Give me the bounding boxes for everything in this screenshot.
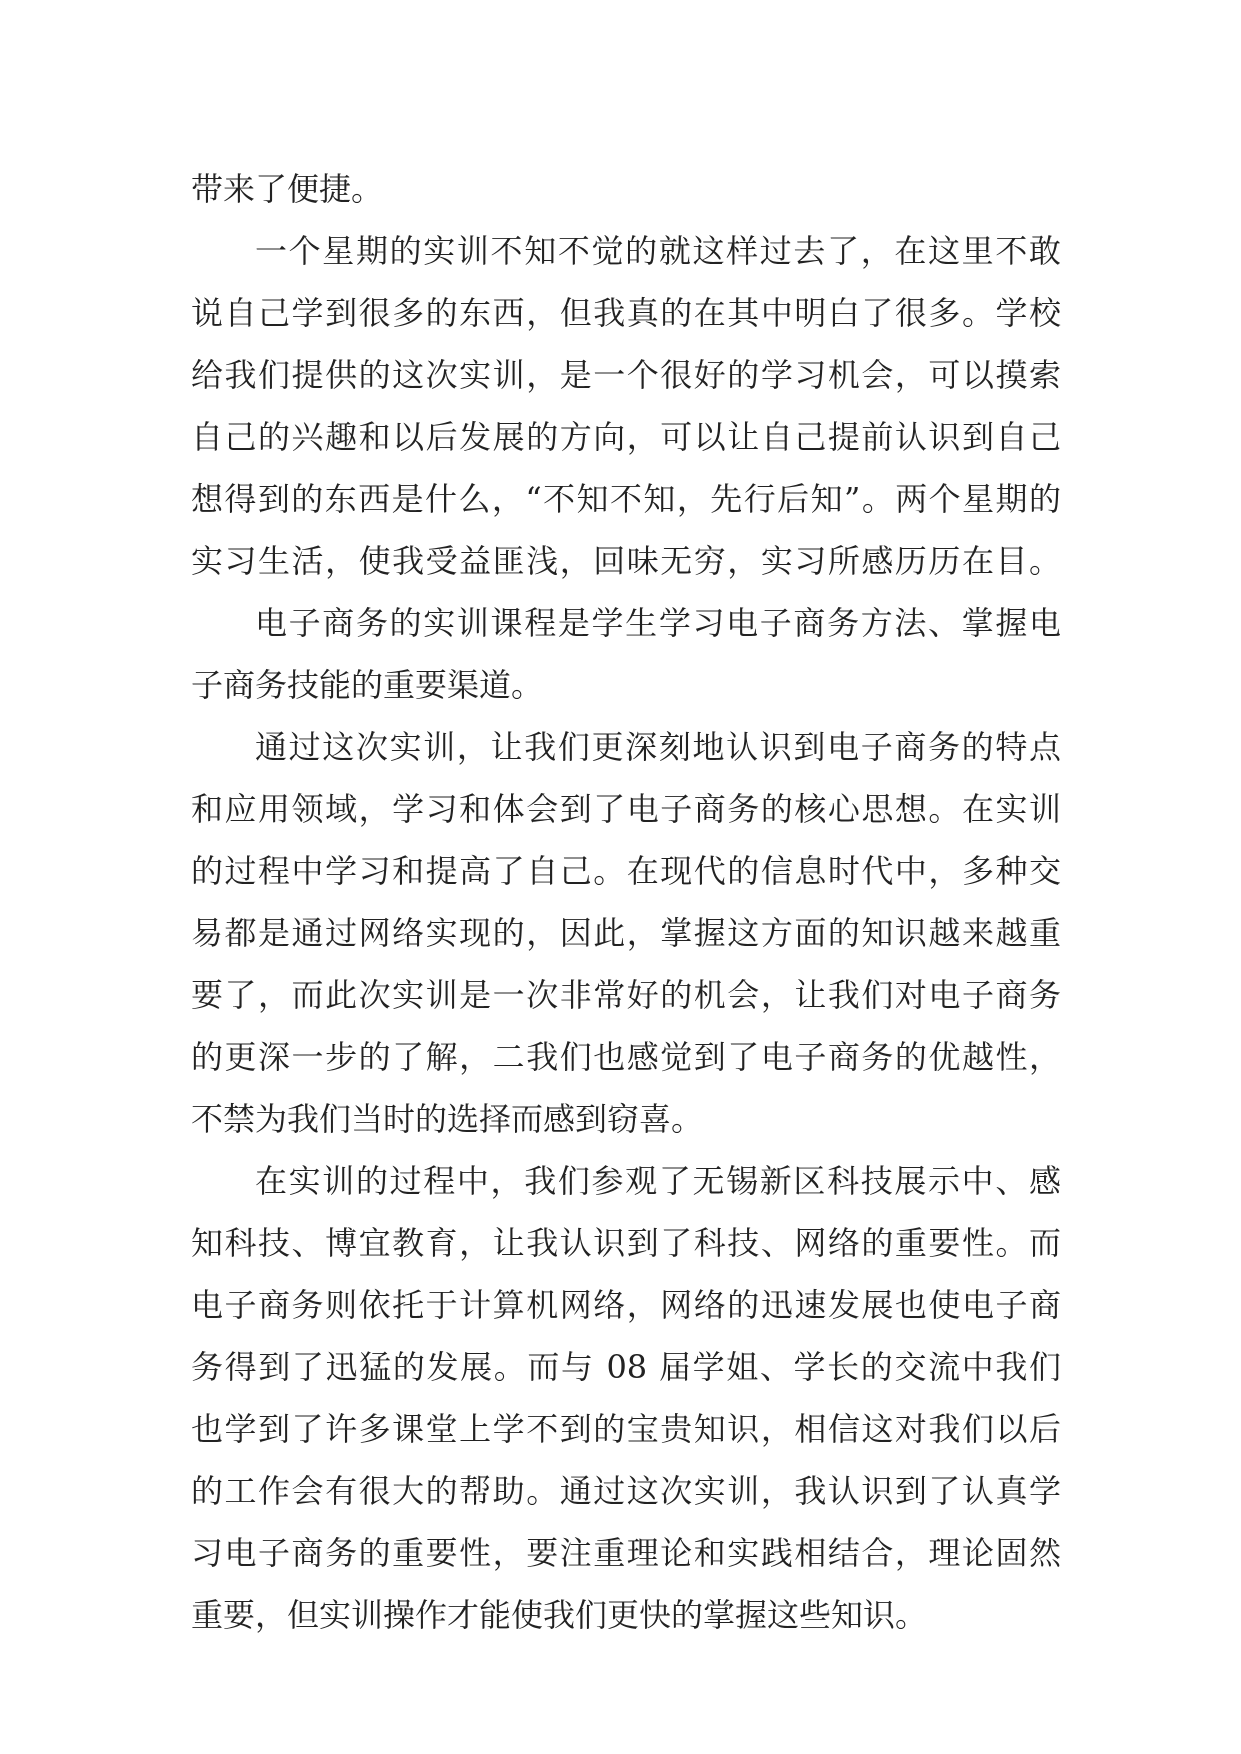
paragraph-2-line-2: 说自己学到很多的东西，但我真的在其中明白了很多。学校: [191, 294, 1061, 332]
paragraph-1-line-1: 带来了便捷。: [191, 170, 384, 208]
paragraph-2-line-4: 自己的兴趣和以后发展的方向，可以让自己提前认识到自己: [191, 418, 1061, 456]
paragraph-2-line-3: 给我们提供的这次实训，是一个很好的学习机会，可以摸索: [191, 356, 1061, 394]
paragraph-4-line-7: 不禁为我们当时的选择而感到窃喜。: [191, 1100, 704, 1138]
paragraph-4-line-5: 要了，而此次实训是一次非常好的机会，让我们对电子商务: [191, 976, 1061, 1014]
paragraph-2-line-5: 想得到的东西是什么，“不知不知，先行后知”。两个星期的: [191, 480, 1061, 518]
paragraph-5-line-1: 在实训的过程中，我们参观了无锡新区科技展示中、感: [255, 1162, 1061, 1200]
paragraph-5-line-6: 的工作会有很大的帮助。通过这次实训，我认识到了认真学: [191, 1472, 1061, 1510]
document-body: [191, 158, 1061, 1646]
paragraph-5-line-2: 知科技、博宜教育，让我认识到了科技、网络的重要性。而: [191, 1224, 1061, 1262]
paragraph-4-line-3: 的过程中学习和提高了自己。在现代的信息时代中，多种交: [191, 852, 1061, 890]
paragraph-5-line-8: 重要，但实训操作才能使我们更快的掌握这些知识。: [191, 1596, 928, 1634]
paragraph-5-line-3: 电子商务则依托于计算机网络，网络的迅速发展也使电子商: [191, 1286, 1061, 1324]
paragraph-5-line-5: 也学到了许多课堂上学不到的宝贵知识，相信这对我们以后: [191, 1410, 1061, 1448]
paragraph-2-line-1: 一个星期的实训不知不觉的就这样过去了，在这里不敢: [255, 232, 1061, 270]
paragraph-4-line-4: 易都是通过网络实现的，因此，掌握这方面的知识越来越重: [191, 914, 1061, 952]
paragraph-4-line-6: 的更深一步的了解，二我们也感觉到了电子商务的优越性，: [191, 1038, 1061, 1076]
paragraph-3-line-2: 子商务技能的重要渠道。: [191, 666, 544, 704]
paragraph-2-line-6: 实习生活，使我受益匪浅，回味无穷，实习所感历历在目。: [191, 542, 1061, 580]
paragraph-5-line-7: 习电子商务的重要性，要注重理论和实践相结合，理论固然: [191, 1534, 1061, 1572]
paragraph-3-line-1: 电子商务的实训课程是学生学习电子商务方法、掌握电: [255, 604, 1061, 642]
paragraph-5-line-4: 务得到了迅猛的发展。而与 08 届学姐、学长的交流中我们: [191, 1348, 1061, 1386]
paragraph-4-line-1: 通过这次实训，让我们更深刻地认识到电子商务的特点: [255, 728, 1061, 766]
paragraph-4-line-2: 和应用领域，学习和体会到了电子商务的核心思想。在实训: [191, 790, 1061, 828]
